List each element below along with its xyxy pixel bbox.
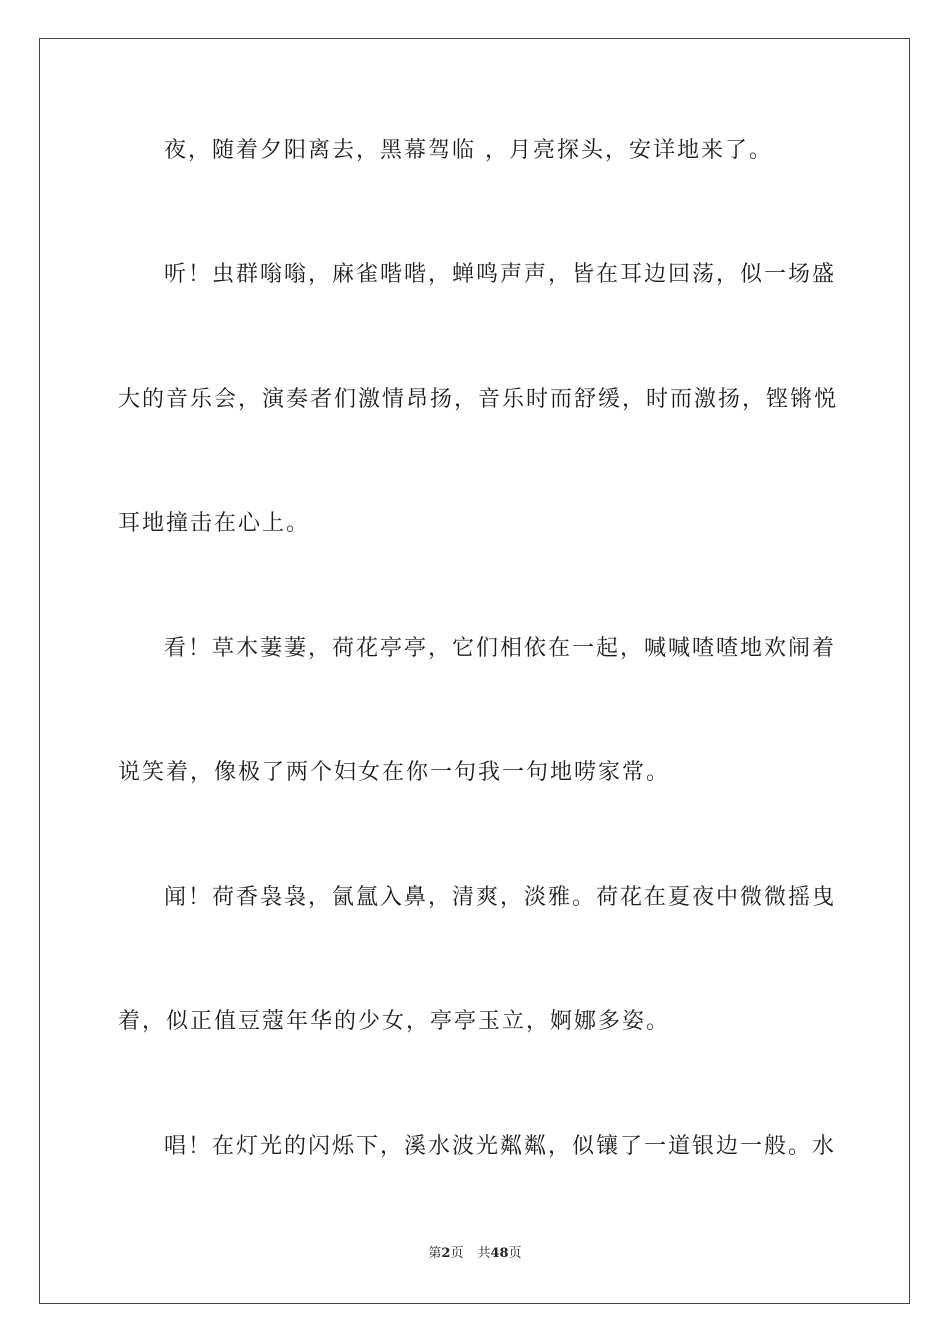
page-number: 2 [441, 1246, 451, 1261]
paragraph-2-line-2: 大的音乐会，演奏者们激情昂扬，音乐时而舒缓，时而激扬，铿锵悦 [118, 387, 839, 412]
page-footer [0, 1245, 950, 1263]
page-suffix: 页 [450, 1246, 464, 1261]
paragraph-1-line-1: 夜，随着夕阳离去，黑幕驾临 ，月亮探头，安详地来了。 [164, 138, 773, 163]
total-suffix: 页 [508, 1246, 522, 1261]
paragraph-2-line-1: 听！虫群嗡嗡，麻雀喈喈，蝉鸣声声，皆在耳边回荡，似一场盛 [164, 262, 837, 287]
paragraph-4-line-1: 闻！荷香袅袅，氤氲入鼻，清爽，淡雅。荷花在夏夜中微微摇曳 [164, 885, 837, 910]
page-border [39, 38, 910, 1304]
paragraph-2-line-3: 耳地撞击在心上。 [118, 511, 311, 536]
paragraph-5-line-1: 唱！在灯光的闪烁下，溪水波光粼粼，似镶了一道银边一般。水 [164, 1134, 837, 1159]
paragraph-4-line-2: 着，似正值豆蔻年华的少女，亭亭玉立，婀娜多姿。 [118, 1009, 671, 1034]
paragraph-3-line-2: 说笑着，像极了两个妇女在你一句我一句地唠家常。 [118, 760, 671, 785]
page-prefix: 第 [428, 1246, 442, 1261]
total-pages: 48 [490, 1246, 509, 1261]
total-prefix: 共 [477, 1246, 491, 1261]
paragraph-3-line-1: 看！草木萋萋，荷花亭亭，它们相依在一起，喊喊喳喳地欢闹着 [164, 636, 837, 661]
